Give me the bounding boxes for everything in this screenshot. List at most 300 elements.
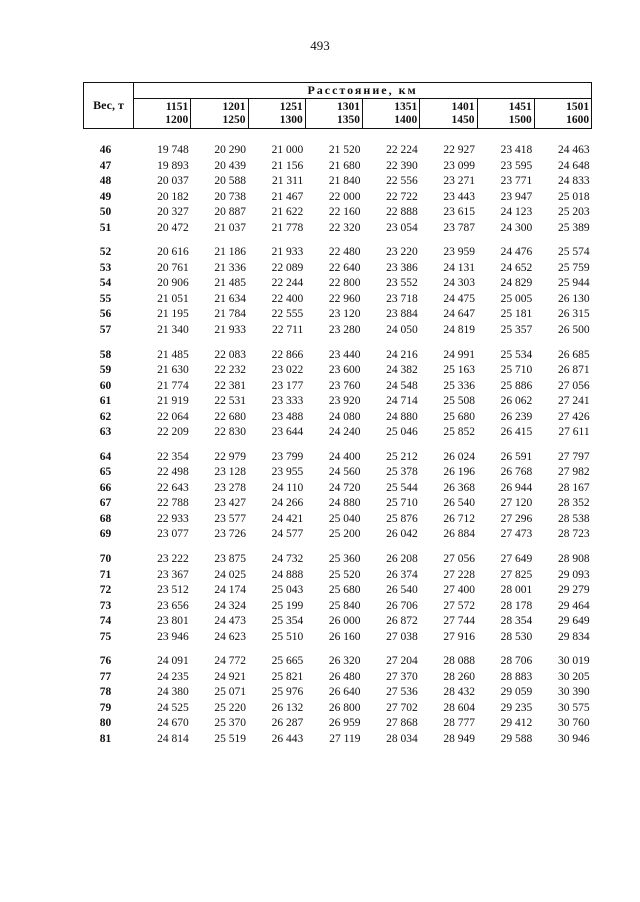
- tariff-value-cell: 23 386: [386, 261, 418, 274]
- tariff-value-cell: 27 611: [558, 426, 590, 439]
- tariff-value-cell: 28 167: [557, 481, 590, 494]
- tariff-value-cell: 28 178: [500, 599, 533, 612]
- tariff-value-cell: 22 089: [271, 261, 304, 274]
- tariff-value-cell: 21 311: [272, 175, 304, 187]
- weight-cell: 49: [99, 190, 112, 203]
- tariff-value-cell: 29 235: [500, 701, 533, 714]
- tariff-value-cell: 26 443: [271, 732, 304, 745]
- table-row: [84, 190, 592, 206]
- table-row: [84, 276, 592, 292]
- tariff-value-cell: 20 616: [157, 246, 189, 259]
- weight-cell: 73: [99, 599, 112, 612]
- range-to: 1350: [337, 113, 360, 126]
- tariff-value-cell: 23 884: [386, 308, 418, 321]
- tariff-value-cell: 27 038: [386, 630, 418, 643]
- tariff-value-cell: 23 418: [500, 144, 533, 156]
- group-spacer: [84, 236, 592, 245]
- tariff-value-cell: 27 572: [443, 599, 475, 612]
- tariff-value-cell: 29 834: [557, 630, 590, 643]
- tariff-value-cell: 23 726: [214, 528, 246, 541]
- table-row: [84, 583, 592, 599]
- tariff-value-cell: 26 706: [386, 599, 418, 612]
- weight-cell: 54: [99, 277, 112, 290]
- table-row: [84, 568, 592, 584]
- tariff-value-cell: 26 042: [386, 528, 418, 541]
- tariff-value-cell: 22 480: [328, 246, 361, 259]
- tariff-value-cell: 29 649: [557, 615, 590, 628]
- tariff-value-cell: 27 473: [500, 528, 533, 541]
- tariff-value-cell: 25 199: [271, 599, 304, 612]
- tariff-value-cell: 27 797: [557, 450, 590, 463]
- tariff-value-cell: 25 360: [328, 553, 361, 566]
- tariff-value-cell: 24 648: [557, 159, 590, 172]
- tariff-value-cell: 25 510: [271, 630, 304, 643]
- distance-range-header: [420, 99, 477, 129]
- tariff-value-cell: 22 933: [157, 512, 189, 525]
- weight-cell: 46: [99, 144, 112, 156]
- tariff-value-cell: 22 960: [328, 292, 361, 305]
- tariff-value-cell: 23 552: [386, 277, 418, 290]
- tariff-value-cell: 24 921: [214, 670, 246, 683]
- tariff-value-cell: 24 050: [386, 323, 418, 336]
- tariff-value-cell: 28 723: [557, 528, 590, 541]
- tariff-value-cell: 26 208: [386, 553, 418, 566]
- tariff-value-cell: 26 591: [500, 450, 533, 463]
- tariff-value-cell: 27 204: [386, 655, 418, 668]
- tariff-value-cell: 23 488: [271, 410, 304, 423]
- group-spacer: [84, 338, 592, 347]
- tariff-value-cell: 27 744: [443, 615, 475, 628]
- tariff-value-cell: 21 774: [157, 379, 189, 392]
- tariff-value-cell: 29 279: [557, 584, 590, 597]
- tariff-value-cell: 26 540: [443, 497, 475, 510]
- tariff-value-cell: 24 240: [328, 426, 361, 439]
- table-row: [84, 599, 592, 615]
- table-row: [84, 174, 592, 190]
- tariff-value-cell: 24 623: [214, 630, 246, 643]
- tariff-value-cell: 21 933: [271, 246, 304, 259]
- table-row: [84, 481, 592, 497]
- tariff-value-cell: 25 876: [386, 512, 418, 525]
- tariff-value-cell: 21 336: [214, 261, 246, 274]
- tariff-value-cell: 21 467: [271, 190, 304, 203]
- tariff-value-cell: 24 833: [557, 175, 590, 187]
- tariff-value-cell: 22 788: [157, 497, 189, 510]
- tariff-value-cell: 22 800: [328, 277, 361, 290]
- table-row: [84, 630, 592, 646]
- tariff-value-cell: 26 024: [443, 450, 475, 463]
- tariff-value-cell: 22 083: [214, 348, 246, 361]
- tariff-value-cell: 26 768: [500, 466, 533, 479]
- tariff-value-cell: 27 825: [500, 568, 533, 581]
- weight-cell: 72: [99, 584, 112, 597]
- tariff-value-cell: 26 871: [557, 364, 590, 377]
- table-row: [84, 512, 592, 528]
- tariff-value-cell: 26 540: [386, 584, 418, 597]
- tariff-value-cell: 30 390: [557, 686, 590, 699]
- tariff-value-cell: 22 555: [271, 308, 304, 321]
- tariff-value-cell: 19 893: [157, 159, 189, 172]
- group-spacer: [84, 543, 592, 552]
- tariff-value-cell: 23 595: [500, 159, 533, 172]
- tariff-value-cell: 21 680: [328, 159, 361, 172]
- tariff-value-cell: 24 814: [157, 732, 189, 745]
- range-from: 1351: [394, 100, 418, 113]
- tariff-value-cell: 26 944: [500, 481, 533, 494]
- tariff-value-cell: 24 647: [443, 308, 475, 321]
- tariff-value-cell: 25 005: [500, 292, 533, 305]
- tariff-value-cell: 25 840: [328, 599, 361, 612]
- tariff-value-cell: 26 685: [557, 348, 590, 361]
- tariff-value-cell: 24 714: [386, 395, 418, 408]
- distance-range-header: [305, 99, 362, 129]
- tariff-value-cell: 25 574: [557, 246, 590, 259]
- tariff-value-cell: 25 520: [328, 568, 361, 581]
- tariff-value-cell: 25 680: [443, 410, 475, 423]
- tariff-value-cell: 24 732: [271, 553, 304, 566]
- distance-range-header: [248, 99, 305, 129]
- tariff-value-cell: 24 110: [272, 481, 304, 494]
- tariff-value-cell: 23 875: [214, 553, 246, 566]
- tariff-value-cell: 27 649: [500, 553, 533, 566]
- tariff-value-cell: 22 888: [386, 206, 418, 218]
- range-to: 1250: [222, 113, 246, 126]
- tariff-value-cell: 23 947: [500, 190, 533, 203]
- table-row: [84, 394, 592, 410]
- weight-cell: 59: [99, 364, 112, 377]
- weight-cell: 77: [99, 670, 112, 683]
- tariff-value-cell: 25 163: [443, 364, 475, 377]
- weight-cell: 61: [99, 395, 112, 408]
- tariff-value-cell: 22 711: [272, 323, 304, 336]
- tariff-value-cell: 22 680: [214, 410, 246, 423]
- range-to: 1450: [451, 113, 475, 126]
- tariff-value-cell: 24 525: [157, 701, 189, 714]
- tariff-value-cell: 21 622: [271, 206, 304, 218]
- weight-cell: 65: [99, 466, 112, 479]
- tariff-value-cell: 25 534: [500, 348, 533, 361]
- tariff-value-cell: 26 415: [500, 426, 533, 439]
- tariff-value-cell: 21 919: [157, 395, 189, 408]
- table-row: [84, 221, 592, 237]
- table-row: [84, 527, 592, 543]
- tariff-value-cell: 23 600: [328, 364, 361, 377]
- distance-range-header: [363, 99, 420, 129]
- weight-cell: 67: [99, 497, 112, 510]
- tariff-value-cell: 27 370: [386, 670, 418, 683]
- tariff-value-cell: 25 821: [271, 670, 304, 683]
- tariff-value-cell: 28 949: [443, 732, 475, 745]
- tariff-value-cell: 24 577: [271, 528, 304, 541]
- tariff-value-cell: 23 022: [271, 364, 304, 377]
- tariff-value-cell: 22 381: [214, 379, 246, 392]
- tariff-value-cell: 23 577: [214, 512, 246, 525]
- tariff-value-cell: 23 128: [214, 466, 246, 479]
- tariff-value-cell: 23 280: [328, 323, 361, 336]
- range-from: 1151: [165, 100, 189, 113]
- weight-cell: 71: [99, 568, 112, 581]
- tariff-value-cell: 28 777: [443, 717, 475, 730]
- tariff-value-cell: 25 378: [386, 466, 418, 479]
- table-row: [84, 496, 592, 512]
- tariff-value-cell: 23 220: [386, 246, 418, 259]
- tariff-value-cell: 26 287: [271, 717, 304, 730]
- tariff-value-cell: 22 866: [271, 348, 304, 361]
- tariff-value-cell: 26 132: [271, 701, 304, 714]
- tariff-value-cell: 27 056: [443, 553, 475, 566]
- tariff-value-cell: 26 500: [557, 323, 590, 336]
- tariff-value-cell: 27 400: [443, 584, 475, 597]
- table-row: [84, 670, 592, 686]
- distance-range-header: [534, 99, 591, 129]
- tariff-value-cell: 27 119: [329, 732, 361, 745]
- table-row: [84, 245, 592, 261]
- tariff-value-cell: 25 508: [443, 395, 475, 408]
- tariff-value-cell: 20 290: [214, 144, 246, 156]
- tariff-value-cell: 21 784: [214, 308, 246, 321]
- tariff-value-cell: 28 260: [443, 670, 475, 683]
- weight-cell: 64: [99, 450, 112, 463]
- tariff-value-cell: 25 220: [214, 701, 246, 714]
- distance-column-header: Расстояние, км: [134, 83, 592, 99]
- table-row: [84, 348, 592, 364]
- tariff-value-cell: 21 520: [328, 144, 361, 156]
- tariff-value-cell: 24 382: [386, 364, 418, 377]
- tariff-value-cell: 22 643: [157, 481, 189, 494]
- tariff-value-cell: 26 320: [328, 655, 361, 668]
- tariff-value-cell: 26 239: [500, 410, 533, 423]
- tariff-value-cell: 22 830: [214, 426, 246, 439]
- tariff-value-cell: 29 412: [500, 717, 533, 730]
- table-row: [84, 685, 592, 701]
- weight-cell: 53: [99, 261, 112, 274]
- tariff-value-cell: 24 174: [214, 584, 246, 597]
- tariff-value-cell: 25 212: [386, 450, 418, 463]
- tariff-value-cell: 21 485: [214, 277, 246, 290]
- table-row: [84, 205, 592, 221]
- range-from: 1251: [279, 100, 303, 113]
- table-row: [84, 701, 592, 717]
- table-row: [84, 261, 592, 277]
- weight-cell: 78: [99, 686, 112, 699]
- tariff-value-cell: 20 887: [214, 206, 246, 218]
- tariff-value-cell: 22 232: [214, 364, 246, 377]
- tariff-value-cell: 23 177: [271, 379, 304, 392]
- range-from: 1301: [337, 100, 360, 113]
- tariff-value-cell: 23 512: [157, 584, 189, 597]
- tariff-value-cell: 26 130: [557, 292, 590, 305]
- tariff-value-cell: 22 498: [157, 466, 189, 479]
- tariff-value-cell: 22 640: [328, 261, 361, 274]
- tariff-value-cell: 25 040: [328, 512, 361, 525]
- distance-range-header: [191, 99, 248, 129]
- tariff-value-cell: 28 034: [386, 732, 418, 745]
- tariff-value-cell: 22 390: [386, 159, 418, 172]
- tariff-value-cell: 24 131: [443, 261, 475, 274]
- tariff-value-cell: 24 380: [157, 686, 189, 699]
- tariff-value-cell: 27 426: [557, 410, 590, 423]
- range-from: 1201: [222, 100, 246, 113]
- tariff-value-cell: 27 982: [557, 466, 590, 479]
- tariff-value-cell: 22 722: [386, 190, 418, 203]
- tariff-value-cell: 28 706: [500, 655, 533, 668]
- tariff-value-cell: 28 530: [500, 630, 533, 643]
- tariff-value-cell: 20 182: [157, 190, 189, 203]
- tariff-value-cell: 28 352: [557, 497, 590, 510]
- tariff-value-cell: 24 080: [328, 410, 361, 423]
- tariff-value-cell: 24 829: [500, 277, 533, 290]
- tariff-value-cell: 24 025: [214, 568, 246, 581]
- tariff-value-cell: 26 959: [328, 717, 361, 730]
- tariff-value-cell: 25 665: [271, 655, 304, 668]
- tariff-value-cell: 25 710: [500, 364, 533, 377]
- weight-cell: 50: [99, 206, 112, 218]
- tariff-value-cell: 28 908: [557, 553, 590, 566]
- tariff-value-cell: 25 203: [557, 206, 590, 218]
- weight-cell: 63: [99, 426, 112, 439]
- weight-cell: 60: [99, 379, 112, 392]
- tariff-value-cell: 19 748: [157, 144, 189, 156]
- tariff-value-cell: 23 787: [443, 221, 475, 234]
- tariff-value-cell: 24 880: [328, 497, 361, 510]
- tariff-value-cell: 25 354: [271, 615, 304, 628]
- tariff-value-cell: 25 357: [500, 323, 533, 336]
- tariff-value-cell: 23 615: [443, 206, 475, 218]
- table-body: [84, 129, 592, 748]
- tariff-value-cell: 23 333: [271, 395, 304, 408]
- tariff-value-cell: 30 575: [557, 701, 590, 714]
- tariff-value-cell: 24 235: [157, 670, 189, 683]
- tariff-value-cell: 23 054: [386, 221, 418, 234]
- tariff-value-cell: 27 536: [386, 686, 418, 699]
- tariff-value-cell: 24 324: [214, 599, 246, 612]
- tariff-value-cell: 28 432: [443, 686, 475, 699]
- tariff-value-cell: 22 556: [386, 175, 418, 187]
- tariff-value-cell: 21 634: [214, 292, 246, 305]
- weight-cell: 56: [99, 308, 112, 321]
- tariff-value-cell: 25 680: [328, 584, 361, 597]
- tariff-value-cell: 21 485: [157, 348, 189, 361]
- tariff-value-cell: 23 278: [214, 481, 246, 494]
- tariff-value-cell: 26 480: [328, 670, 361, 683]
- table-row: [84, 292, 592, 308]
- tariff-value-cell: 29 464: [557, 599, 590, 612]
- weight-cell: 52: [99, 246, 112, 259]
- table-row: [84, 307, 592, 323]
- tariff-value-cell: 29 588: [500, 732, 533, 745]
- tariff-value-cell: 21 156: [271, 159, 304, 172]
- tariff-value-cell: 30 760: [557, 717, 590, 730]
- tariff-value-cell: 26 712: [443, 512, 475, 525]
- tariff-value-cell: 23 271: [443, 175, 475, 187]
- weight-cell: 70: [99, 553, 112, 566]
- tariff-value-cell: 24 266: [271, 497, 304, 510]
- tariff-value-cell: 23 440: [328, 348, 361, 361]
- tariff-value-cell: 20 738: [214, 190, 246, 203]
- tariff-value-cell: 22 000: [328, 190, 361, 203]
- tariff-value-cell: 26 000: [328, 615, 361, 628]
- tariff-value-cell: 20 439: [214, 159, 246, 172]
- tariff-value-cell: 21 933: [214, 323, 246, 336]
- tariff-value-cell: 24 476: [500, 246, 533, 259]
- tariff-value-cell: 30 205: [557, 670, 590, 683]
- table-row: [84, 410, 592, 426]
- tariff-value-cell: 24 819: [443, 323, 475, 336]
- weight-cell: 76: [99, 655, 112, 668]
- tariff-value-cell: 24 123: [500, 206, 533, 218]
- tariff-value-cell: 25 046: [386, 426, 418, 439]
- table-row: [84, 716, 592, 732]
- tariff-value-cell: 24 216: [386, 348, 418, 361]
- tariff-value-cell: 22 979: [214, 450, 246, 463]
- range-from: 1401: [451, 100, 475, 113]
- table-row: [84, 732, 592, 748]
- tariff-value-cell: 21 340: [157, 323, 189, 336]
- range-to: 1300: [279, 113, 303, 126]
- tariff-value-cell: 27 868: [386, 717, 418, 730]
- tariff-value-cell: 22 927: [443, 144, 475, 156]
- tariff-value-cell: 25 710: [386, 497, 418, 510]
- tariff-value-cell: 29 059: [500, 686, 533, 699]
- tariff-value-cell: 21 051: [157, 292, 189, 305]
- tariff-value-cell: 23 367: [157, 568, 189, 581]
- tariff-value-cell: 23 760: [328, 379, 361, 392]
- tariff-value-cell: 22 320: [328, 221, 361, 234]
- tariff-value-cell: 25 519: [214, 732, 246, 745]
- range-to: 1600: [566, 113, 590, 126]
- tariff-value-cell: 22 160: [328, 206, 361, 218]
- range-to: 1400: [394, 113, 418, 126]
- tariff-value-cell: 26 800: [328, 701, 361, 714]
- tariff-value-cell: 22 209: [157, 426, 189, 439]
- tariff-value-cell: 24 548: [386, 379, 418, 392]
- table-row: [84, 465, 592, 481]
- tariff-value-cell: 30 019: [557, 655, 590, 668]
- tariff-value-cell: 23 222: [157, 553, 189, 566]
- tariff-value-cell: 23 443: [443, 190, 475, 203]
- tariff-value-cell: 23 718: [386, 292, 418, 305]
- tariff-value-cell: 24 400: [328, 450, 361, 463]
- tariff-value-cell: 26 062: [500, 395, 533, 408]
- weight-column-header: Вес, т: [84, 83, 134, 129]
- weight-cell: 58: [99, 348, 112, 361]
- tariff-value-cell: 22 064: [157, 410, 189, 423]
- range-to: 1200: [165, 113, 189, 126]
- tariff-value-cell: 24 670: [157, 717, 189, 730]
- tariff-value-cell: 21 630: [157, 364, 189, 377]
- tariff-value-cell: 25 336: [443, 379, 475, 392]
- tariff-value-cell: 27 241: [557, 395, 590, 408]
- range-from: 1501: [566, 100, 590, 113]
- tariff-value-cell: 26 160: [328, 630, 361, 643]
- tariff-value-cell: 23 799: [271, 450, 304, 463]
- tariff-value-cell: 21 000: [271, 144, 304, 156]
- tariff-value-cell: 23 955: [271, 466, 304, 479]
- weight-cell: 68: [99, 512, 112, 525]
- tariff-value-cell: 24 303: [443, 277, 475, 290]
- tariff-value-cell: 23 801: [157, 615, 189, 628]
- tariff-value-cell: 22 244: [271, 277, 304, 290]
- weight-cell: 74: [99, 615, 112, 628]
- weight-cell: 80: [99, 717, 112, 730]
- tariff-value-cell: 24 091: [157, 655, 189, 668]
- tariff-value-cell: 20 327: [157, 206, 189, 218]
- tariff-value-cell: 22 531: [214, 395, 246, 408]
- tariff-value-cell: 26 315: [557, 308, 590, 321]
- table-row: [84, 363, 592, 379]
- tariff-value-cell: 24 560: [328, 466, 361, 479]
- tariff-value-cell: 20 906: [157, 277, 189, 290]
